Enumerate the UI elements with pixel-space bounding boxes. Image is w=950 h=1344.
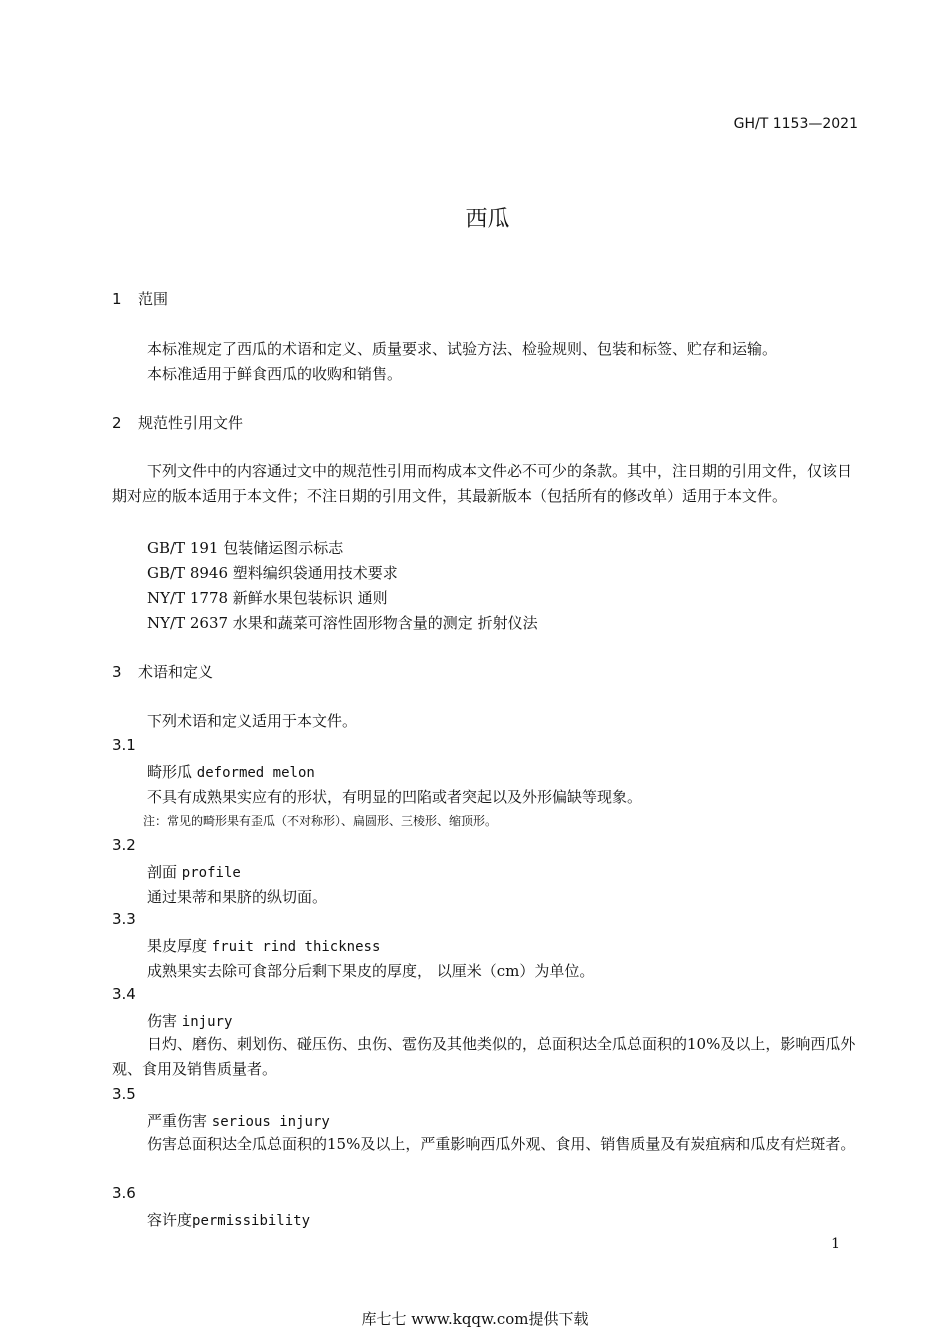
paragraph: 下列文件中的内容通过文中的规范性引用而构成本文件必不可少的条款。其中，注日期的引用文件，仅该日期对应的版本适用于本文件；不注日期的引用文件，其最新版本（包括所有的修改单）适用于本文件。 [112, 462, 853, 505]
reference-item: NY/T 2637 水果和蔬菜可溶性固形物含量的测定 折射仪法 [147, 614, 538, 632]
term-definition: 日灼、磨伤、刺划伤、碰压伤、虫伤、雹伤及其他类似的，总面积达全瓜总面积的10%及以上，影响西瓜外观、食用及销售质量者。 [112, 1035, 856, 1078]
term-en: injury [181, 1014, 233, 1030]
section-number: 3 [112, 663, 122, 681]
term-number: 3.2 [112, 836, 136, 854]
term-name [147, 1010, 232, 1031]
term-definition: 成熟果实去除可食部分后剩下果皮的厚度， 以厘米（cm）为单位。 [147, 962, 595, 980]
term-zh: 伤害 [147, 1012, 178, 1030]
section-1-heading [112, 288, 168, 309]
term-name [147, 1110, 330, 1131]
term-zh: 容许度 [147, 1211, 193, 1229]
term-note: 注：常见的畸形果有歪瓜（不对称形）、扁圆形、三棱形、缩顶形。 [143, 814, 498, 828]
term-en: fruit rind thickness [211, 939, 381, 955]
term-number: 3.5 [112, 1085, 136, 1103]
section-title: 范围 [138, 290, 169, 308]
section-number: 1 [112, 290, 122, 308]
reference-item: NY/T 1778 新鲜水果包装标识 通则 [147, 589, 388, 607]
term-name [147, 761, 315, 782]
term-definition: 不具有成熟果实应有的形状，有明显的凹陷或者突起以及外形偏缺等现象。 [147, 788, 643, 806]
term-number: 3.1 [112, 736, 136, 754]
section-number: 2 [112, 414, 122, 432]
term-en: permissibility [192, 1213, 311, 1229]
section-3-heading [112, 661, 213, 682]
term-zh: 剖面 [147, 863, 178, 881]
section-2-heading [112, 412, 243, 433]
section-title: 规范性引用文件 [138, 414, 244, 432]
term-definition: 通过果蒂和果脐的纵切面。 [147, 888, 328, 906]
term-name [147, 861, 241, 882]
term-number: 3.3 [112, 910, 136, 928]
term-name [147, 935, 380, 956]
section-title: 术语和定义 [138, 663, 214, 681]
paragraph: 本标准规定了西瓜的术语和定义、质量要求、试验方法、检验规则、包装和标签、贮存和运输。 [147, 340, 778, 358]
term-zh: 严重伤害 [147, 1112, 208, 1130]
term-definition: 伤害总面积达全瓜总面积的15%及以上，严重影响西瓜外观、食用、销售质量及有炭疽病和瓜皮有烂斑者。 [147, 1135, 856, 1153]
download-footer: 库七七 www.kqqw.com提供下载 [361, 1310, 589, 1328]
term-number: 3.6 [112, 1184, 136, 1202]
term-en: serious injury [211, 1114, 330, 1130]
reference-item: GB/T 191 包装储运图示标志 [147, 539, 344, 557]
paragraph: 本标准适用于鲜食西瓜的收购和销售。 [147, 365, 403, 383]
term-en: profile [181, 865, 241, 881]
term-en: deformed melon [196, 765, 315, 781]
reference-item: GB/T 8946 塑料编织袋通用技术要求 [147, 564, 398, 582]
term-zh: 果皮厚度 [147, 937, 208, 955]
document-title: 西瓜 [465, 207, 510, 232]
page-number: 1 [831, 1236, 840, 1252]
term-zh: 畸形瓜 [147, 763, 193, 781]
paragraph: 下列术语和定义适用于本文件。 [147, 712, 358, 730]
standard-code: GH/T 1153—2021 [733, 116, 858, 132]
term-name [147, 1209, 310, 1230]
term-number: 3.4 [112, 985, 136, 1003]
